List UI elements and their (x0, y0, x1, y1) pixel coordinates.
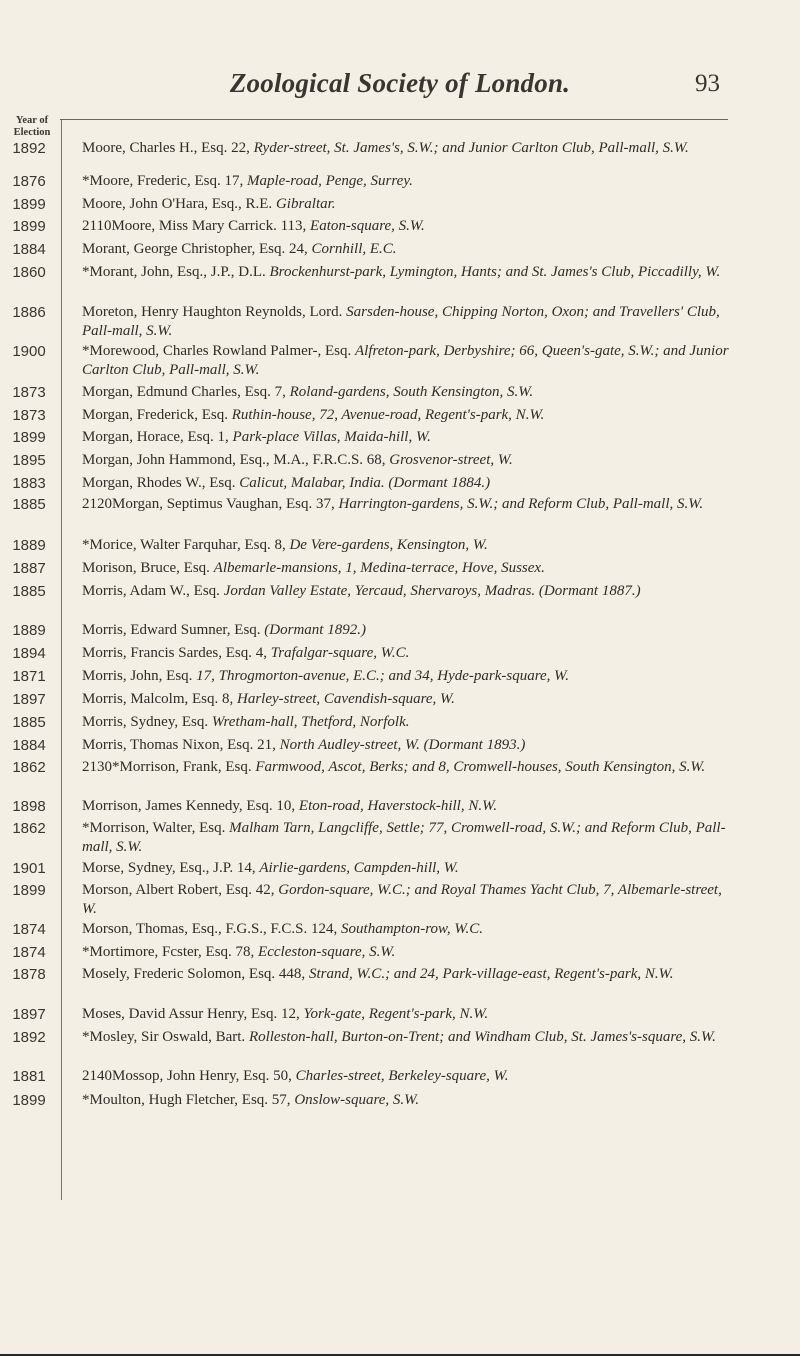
member-entry (82, 263, 737, 282)
election-year: 1892 (12, 140, 46, 157)
member-name: Moore, John O'Hara, Esq., R.E. (82, 196, 273, 212)
member-name: Morrison, James Kennedy, Esq. 10, (82, 798, 296, 814)
election-year: 1876 (12, 173, 46, 190)
member-address: Airlie-gardens, Campden-hill, W. (259, 860, 459, 876)
member-name: Morris, John, Esq. (82, 668, 193, 684)
member-entry (82, 406, 737, 425)
running-title: Zoological Society of London. (229, 68, 571, 98)
election-year: 1899 (12, 196, 46, 213)
member-name: *Morant, John, Esq., J.P., D.L. (82, 264, 266, 280)
election-year: 1885 (12, 714, 46, 731)
member-entry (82, 1091, 737, 1110)
member-entry (82, 536, 737, 555)
member-name: Morson, Albert Robert, Esq. 42, (82, 882, 275, 898)
member-address: North Audley-street, W. (Dormant 1893.) (279, 737, 526, 753)
member-address: Malham Tarn, Langcliffe, Settle; 77, Cromwell-road, S.W.; and Reform Club, Pall-mall, S.W. (82, 820, 726, 855)
member-entry (82, 965, 737, 984)
member-address: Harley-street, Cavendish-square, W. (237, 691, 455, 707)
election-year: 1894 (12, 645, 46, 662)
column-divider (61, 120, 62, 1200)
member-name: 2130*Morrison, Frank, Esq. (82, 759, 252, 775)
election-year: 1884 (12, 241, 46, 258)
member-name: *Morice, Walter Farquhar, Esq. 8, (82, 537, 286, 553)
member-address: Alfreton-park, Derbyshire; 66, Queen's-gate, S.W.; and Junior Carlton Club, Pall-mall, S.W. (82, 343, 729, 378)
member-address: Brockenhurst-park, Lymington, Hants; and St. James's Club, Piccadilly, W. (269, 264, 721, 280)
member-address: Strand, W.C.; and 24, Park-village-east, Regent's-park, N.W. (308, 966, 674, 982)
member-address: Cornhill, E.C. (311, 241, 397, 257)
election-year: 1898 (12, 798, 46, 815)
member-entry (82, 797, 737, 816)
election-year: 1887 (12, 560, 46, 577)
page-header (0, 68, 800, 108)
member-entry (82, 644, 737, 663)
member-name: *Mortimore, Fcster, Esq. 78, (82, 944, 255, 960)
member-entry (82, 621, 737, 640)
member-address: Rolleston-hall, Burton-on-Trent; and Windham Club, St. James's-square, S.W. (248, 1029, 716, 1045)
header-rule (60, 119, 728, 120)
election-year: 1878 (12, 966, 46, 983)
member-entry (82, 667, 737, 686)
member-address: Roland-gardens, South Kensington, S.W. (289, 384, 534, 400)
member-name: *Moore, Frederic, Esq. 17, (82, 173, 244, 189)
member-address: Albemarle-mansions, 1, Medina-terrace, Hove, Sussex. (213, 560, 545, 576)
year-column-heading (6, 115, 58, 139)
member-name: *Morewood, Charles Rowland Palmer-, Esq. (82, 343, 352, 359)
member-address: Eaton-square, S.W. (310, 218, 425, 234)
member-entry (82, 495, 737, 514)
member-address: Southampton-row, W.C. (341, 921, 483, 937)
member-entry (82, 881, 737, 919)
member-entry (82, 303, 737, 341)
member-entry (82, 428, 737, 447)
member-address: Maple-road, Penge, Surrey. (246, 173, 413, 189)
election-year: 1874 (12, 944, 46, 961)
member-entry (82, 172, 737, 191)
member-address: Harrington-gardens, S.W.; and Reform Club, Pall-mall, S.W. (338, 496, 704, 512)
member-address: Charles-street, Berkeley-square, W. (295, 1068, 509, 1084)
member-name: Morris, Malcolm, Esq. 8, (82, 691, 234, 707)
member-name: Morris, Adam W., Esq. (82, 583, 220, 599)
election-year: 1881 (12, 1068, 46, 1085)
member-entry (82, 920, 737, 939)
member-name: *Morrison, Walter, Esq. (82, 820, 226, 836)
member-address: Park-place Villas, Maida-hill, W. (232, 429, 431, 445)
member-name: Moore, Charles H., Esq. 22, (82, 140, 250, 156)
member-address: Trafalgar-square, W.C. (270, 645, 410, 661)
member-name: Moreton, Henry Haughton Reynolds, Lord. (82, 304, 343, 320)
member-name: 2140Mossop, John Henry, Esq. 50, (82, 1068, 292, 1084)
member-name: Morgan, John Hammond, Esq., M.A., F.R.C.S. 68, (82, 452, 386, 468)
election-year: 1874 (12, 921, 46, 938)
election-year: 1901 (12, 860, 46, 877)
member-entry (82, 1028, 737, 1047)
member-name: Morse, Sydney, Esq., J.P. 14, (82, 860, 256, 876)
member-name: *Moulton, Hugh Fletcher, Esq. 57, (82, 1092, 291, 1108)
member-name: 2120Morgan, Septimus Vaughan, Esq. 37, (82, 496, 335, 512)
member-entry (82, 383, 737, 402)
member-name: Morant, George Christopher, Esq. 24, (82, 241, 308, 257)
member-address: 17, Throgmorton-avenue, E.C.; and 34, Hyde-park-square, W. (196, 668, 570, 684)
member-entry (82, 859, 737, 878)
election-year: 1892 (12, 1029, 46, 1046)
member-entry (82, 240, 737, 259)
member-address: Eccleston-square, S.W. (258, 944, 396, 960)
member-address: Gordon-square, W.C.; and Royal Thames Yacht Club, 7, Albemarle-street, W. (82, 882, 722, 917)
member-entry (82, 943, 737, 962)
member-name: Morgan, Frederick, Esq. (82, 407, 228, 423)
member-address: Onslow-square, S.W. (294, 1092, 420, 1108)
member-address: Jordan Valley Estate, Yercaud, Shervaroys, Madras. (Dormant 1887.) (223, 583, 641, 599)
member-name: Morris, Sydney, Esq. (82, 714, 209, 730)
member-name: Morgan, Horace, Esq. 1, (82, 429, 229, 445)
member-address: Sarsden-house, Chipping Norton, Oxon; and Travellers' Club, Pall-mall, S.W. (82, 304, 720, 339)
member-address: Farmwood, Ascot, Berks; and 8, Cromwell-houses, South Kensington, S.W. (255, 759, 706, 775)
member-name: 2110Moore, Miss Mary Carrick. 113, (82, 218, 307, 234)
member-address: (Dormant 1892.) (264, 622, 366, 638)
member-entry (82, 217, 737, 236)
year-heading-line2: Election (13, 127, 51, 138)
election-year: 1886 (12, 304, 46, 321)
member-entry (82, 736, 737, 755)
election-year: 1860 (12, 264, 46, 281)
election-year: 1899 (12, 218, 46, 235)
member-address: York-gate, Regent's-park, N.W. (303, 1006, 489, 1022)
member-name: Morris, Francis Sardes, Esq. 4, (82, 645, 267, 661)
election-year: 1895 (12, 452, 46, 469)
member-name: Mosely, Frederic Solomon, Esq. 448, (82, 966, 306, 982)
election-year: 1889 (12, 622, 46, 639)
member-entry (82, 690, 737, 709)
page-number: 93 (695, 70, 720, 97)
election-year: 1900 (12, 343, 46, 360)
election-year: 1897 (12, 1006, 46, 1023)
member-entry (82, 451, 737, 470)
election-year: 1884 (12, 737, 46, 754)
member-name: Morgan, Rhodes W., Esq. (82, 475, 236, 491)
member-entry (82, 758, 737, 777)
member-address: Gibraltar. (275, 196, 336, 212)
election-year: 1885 (12, 583, 46, 600)
member-entry (82, 582, 737, 601)
election-year: 1897 (12, 691, 46, 708)
election-year: 1862 (12, 820, 46, 837)
election-year: 1899 (12, 1092, 46, 1109)
member-name: Morris, Edward Sumner, Esq. (82, 622, 261, 638)
member-entry (82, 819, 737, 857)
member-name: Morris, Thomas Nixon, Esq. 21, (82, 737, 276, 753)
election-year: 1883 (12, 475, 46, 492)
year-heading-line1: Year of (15, 115, 49, 126)
member-address: Wretham-hall, Thetford, Norfolk. (211, 714, 410, 730)
member-address: Ruthin-house, 72, Avenue-road, Regent's-park, N.W. (231, 407, 545, 423)
member-entry (82, 342, 737, 380)
member-address: Grosvenor-street, W. (389, 452, 513, 468)
member-name: Morison, Bruce, Esq. (82, 560, 210, 576)
member-entry (82, 713, 737, 732)
member-entry (82, 474, 737, 493)
election-year: 1899 (12, 429, 46, 446)
member-name: *Mosley, Sir Oswald, Bart. (82, 1029, 246, 1045)
election-year: 1889 (12, 537, 46, 554)
member-entry (82, 559, 737, 578)
member-address: Ryder-street, St. James's, S.W.; and Junior Carlton Club, Pall-mall, S.W. (253, 140, 689, 156)
member-entry (82, 1005, 737, 1024)
election-year: 1873 (12, 384, 46, 401)
member-name: Morson, Thomas, Esq., F.G.S., F.C.S. 124, (82, 921, 338, 937)
member-name: Morgan, Edmund Charles, Esq. 7, (82, 384, 286, 400)
member-address: De Vere-gardens, Kensington, W. (289, 537, 488, 553)
election-year: 1871 (12, 668, 46, 685)
member-entry (82, 1067, 737, 1086)
member-address: Eton-road, Haverstock-hill, N.W. (298, 798, 497, 814)
member-entry (82, 139, 737, 158)
member-entry (82, 195, 737, 214)
election-year: 1885 (12, 496, 46, 513)
election-year: 1873 (12, 407, 46, 424)
election-year: 1899 (12, 882, 46, 899)
election-year: 1862 (12, 759, 46, 776)
member-name: Moses, David Assur Henry, Esq. 12, (82, 1006, 300, 1022)
member-address: Calicut, Malabar, India. (Dormant 1884.) (239, 475, 491, 491)
